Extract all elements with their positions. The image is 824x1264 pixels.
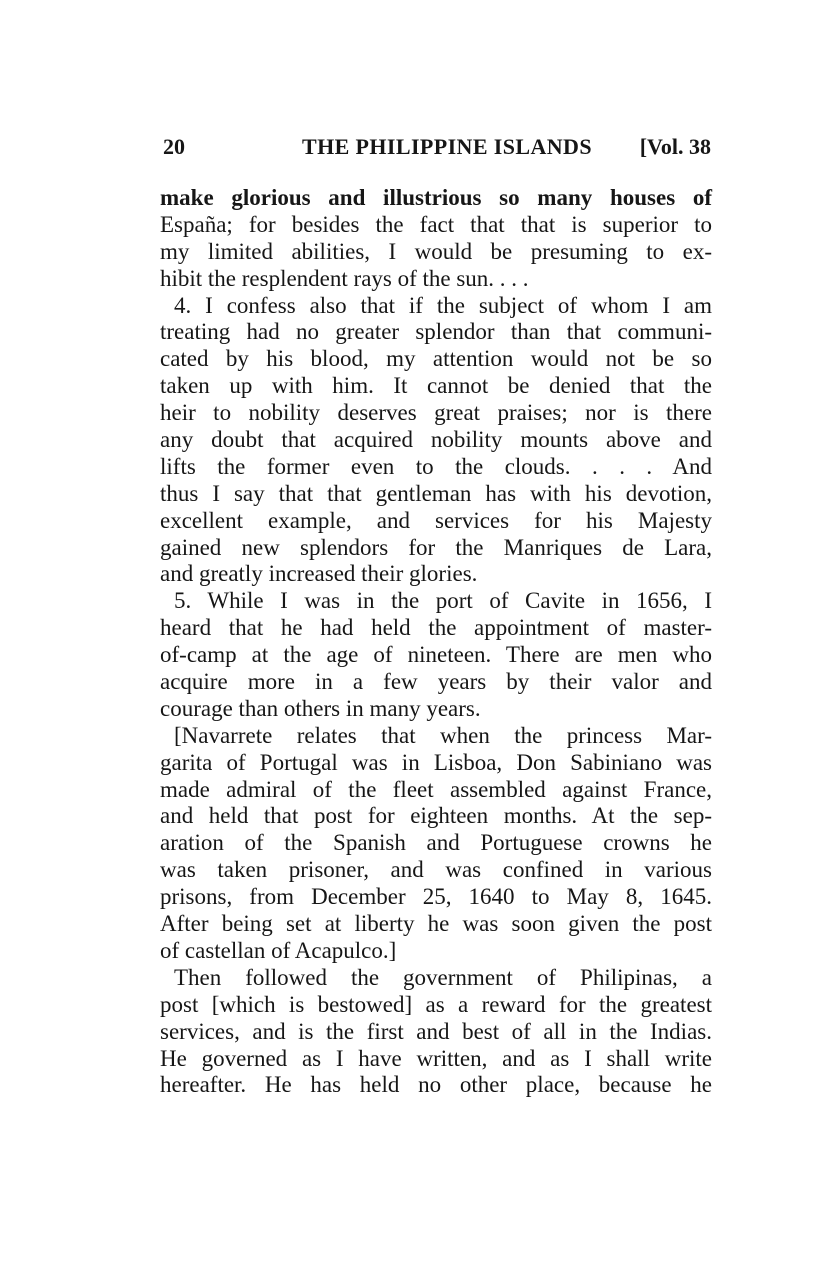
text-line: gained new splendors for the Manriques de Lara, bbox=[160, 534, 712, 560]
text-line: and greatly increased their glories. bbox=[160, 561, 478, 587]
text-line: my limited abilities, I would be presuming to ex- bbox=[160, 238, 712, 264]
text-line: prisons, from December 25, 1640 to May 8, 1645. bbox=[160, 884, 712, 910]
text-line: heir to nobility deserves great praises; nor is there bbox=[160, 400, 712, 426]
text-line: of castellan of Acapulco.] bbox=[160, 937, 397, 963]
text-line: any doubt that acquired nobility mounts above and bbox=[160, 427, 712, 453]
text-line: was taken prisoner, and was confined in various bbox=[160, 857, 712, 883]
text-line: lifts the former even to the clouds. . . . And bbox=[160, 453, 712, 479]
text-line: España; for besides the fact that that is superior to bbox=[160, 211, 712, 237]
text-line: made admiral of the fleet assembled against France, bbox=[160, 776, 712, 802]
text-line: heard that he had held the appointment of master- bbox=[160, 615, 712, 641]
text-line: hereafter. He has held no other place, because he bbox=[160, 1072, 712, 1098]
volume-number: [Vol. 38 bbox=[639, 134, 711, 159]
paragraph-start-line: [Navarrete relates that when the princess Mar- bbox=[174, 722, 712, 748]
page-number: 20 bbox=[163, 134, 185, 159]
text-line: aration of the Spanish and Portuguese crowns he bbox=[160, 830, 712, 856]
text-line: make glorious and illustrious so many houses of bbox=[160, 185, 712, 210]
text-line: and held that post for eighteen months. At the sep- bbox=[160, 803, 712, 829]
text-line: He governed as I have written, and as I shall write bbox=[160, 1045, 712, 1071]
text-line: cated by his blood, my attention would not be so bbox=[160, 346, 712, 372]
text-line: treating had no greater splendor than that communi- bbox=[160, 319, 712, 345]
book-title: THE PHILIPPINE ISLANDS bbox=[302, 134, 592, 159]
text-line: thus I say that that gentleman has with his devotion, bbox=[160, 480, 712, 506]
text-line: excellent example, and services for his Majesty bbox=[160, 507, 712, 533]
text-line: of-camp at the age of nineteen. There are men who bbox=[160, 642, 712, 668]
paragraph-start-line: 4. I confess also that if the subject of whom I am bbox=[174, 292, 712, 318]
text-line: hibit the resplendent rays of the sun. . . . bbox=[160, 265, 529, 291]
text-line: After being set at liberty he was soon given the post bbox=[160, 911, 712, 937]
text-line: courage than others in many years. bbox=[160, 695, 481, 721]
body-text bbox=[160, 185, 712, 1099]
text-line: services, and is the first and best of all in the Indias. bbox=[160, 1018, 712, 1044]
text-line: taken up with him. It cannot be denied that the bbox=[160, 373, 712, 399]
paragraph-start-line: 5. While I was in the port of Cavite in 1656, I bbox=[174, 588, 712, 614]
text-line: post [which is bestowed] as a reward for the greatest bbox=[160, 991, 712, 1017]
text-line: garita of Portugal was in Lisboa, Don Sabiniano was bbox=[160, 749, 712, 775]
text-line: acquire more in a few years by their valor and bbox=[160, 669, 712, 695]
paragraph-start-line: Then followed the government of Philipinas, a bbox=[174, 964, 712, 990]
running-head bbox=[163, 134, 711, 164]
